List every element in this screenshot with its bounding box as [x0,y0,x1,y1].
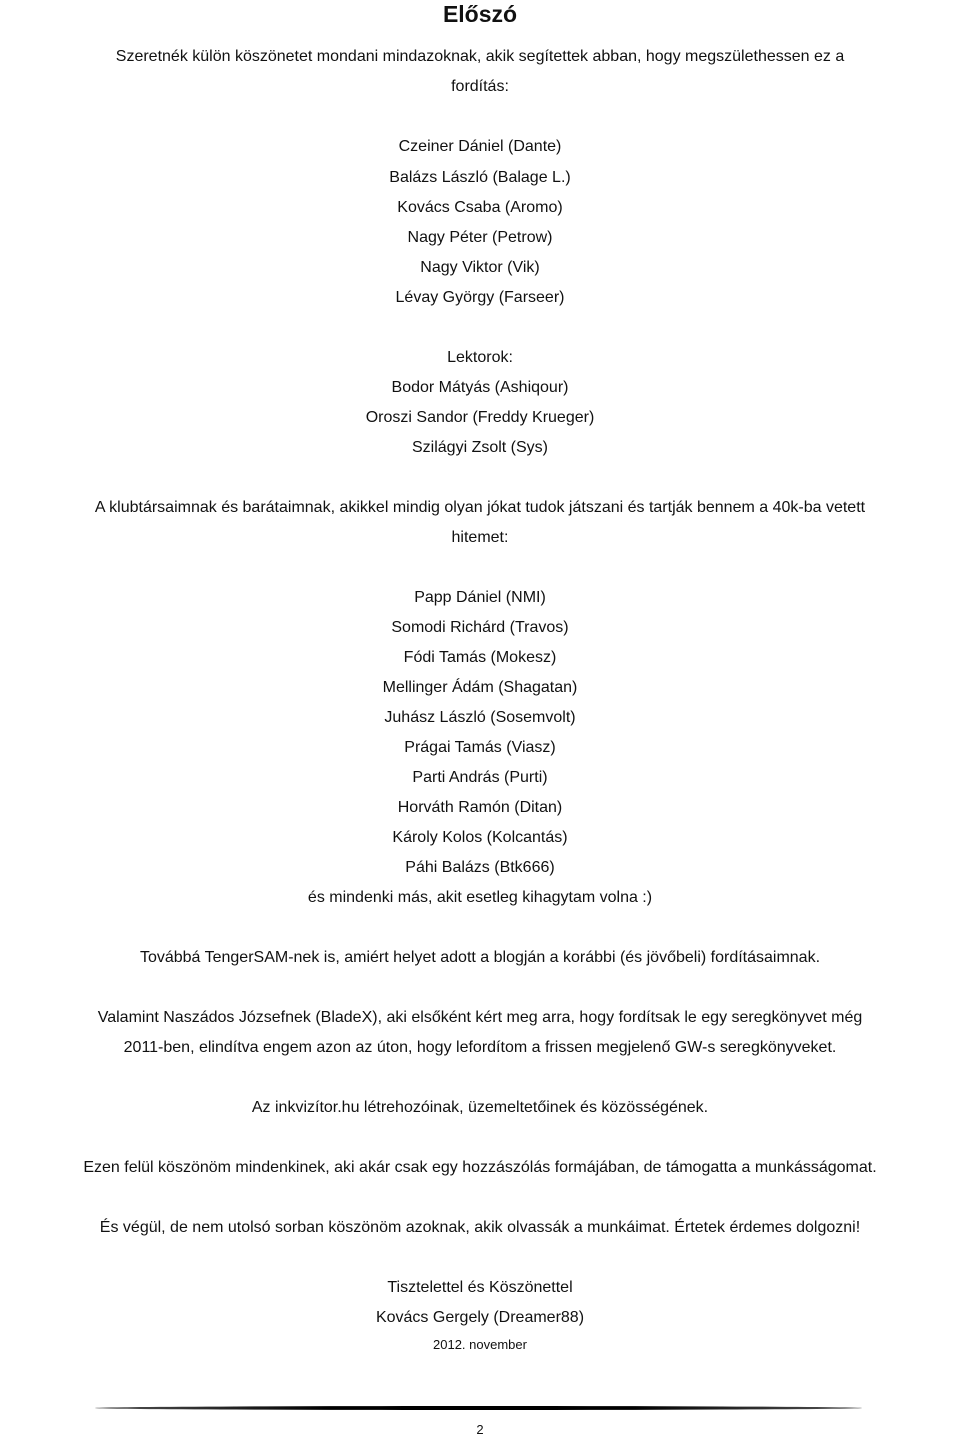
page-title: Előszó [442,1,518,27]
date: 2012. november [433,1337,527,1352]
translator: Balázs László (Balage L.) [389,169,571,186]
page-number: 2 [476,1422,484,1437]
club-member: Mellinger Ádám (Shagatan) [382,679,578,696]
club-intro-line: hitemet: [451,529,509,546]
translator: Nagy Viktor (Vik) [420,259,540,276]
translator: Lévay György (Farseer) [395,289,565,306]
club-member: és mindenki más, akit esetleg kihagytam volna :) [307,889,653,906]
reviewer: Szilágyi Zsolt (Sys) [411,439,549,456]
bladex-paragraph-line: Valamint Naszádos Józsefnek (BladeX), aki elsőként kért meg arra, hogy fordítsak le egy seregkönyvet még [97,1009,863,1026]
club-member: Papp Dániel (NMI) [414,589,546,606]
footer-divider [95,1406,862,1410]
club-member: Károly Kolos (Kolcantás) [392,829,568,846]
translator: Nagy Péter (Petrow) [407,229,553,246]
club-member: Páhi Balázs (Btk666) [405,859,555,876]
signoff: Tisztelettel és Köszönettel [387,1279,573,1296]
reviewer: Bodor Mátyás (Ashiqour) [391,379,569,396]
tengersam-paragraph: Továbbá TengerSAM-nek is, amiért helyet adott a blogján a korábbi (és jövőbeli) fordításaimnak. [139,949,821,966]
reviewers-label: Lektorok: [447,349,513,366]
inkvizitor-paragraph: Az inkvizítor.hu létrehozóinak, üzemeltetőinek és közösségének. [251,1099,709,1116]
club-member: Parti András (Purti) [412,769,548,786]
translator: Kovács Csaba (Aromo) [397,199,563,216]
translator: Czeiner Dániel (Dante) [398,138,562,155]
club-intro-line: A klubtársaimnak és barátaimnak, akikkel mindig olyan jókat tudok játszani és tartják bennem a 40k-ba vetett [94,499,866,516]
author: Kovács Gergely (Dreamer88) [375,1309,585,1326]
club-member: Juhász László (Sosemvolt) [384,709,576,726]
reviewer: Oroszi Sandor (Freddy Krueger) [365,409,595,426]
club-member: Fódi Tamás (Mokesz) [403,649,557,666]
bladex-paragraph-line: 2011-ben, elindítva engem azon az úton, hogy lefordítom a frissen megjelenő GW-s seregkönyveket. [123,1039,837,1056]
club-member: Somodi Richárd (Travos) [391,619,569,636]
club-member: Horváth Ramón (Ditan) [397,799,563,816]
everyone-paragraph: Ezen felül köszönöm mindenkinek, aki akár csak egy hozzászólás formájában, de támogatta a munkásságomat. [83,1159,877,1176]
club-member: Prágai Tamás (Viasz) [404,739,556,756]
intro-line: Szeretnék külön köszönetet mondani mindazoknak, akik segítettek abban, hogy megszülethessen ez a [115,48,845,65]
intro-line: fordítás: [451,78,509,95]
readers-paragraph: És végül, de nem utolsó sorban köszönöm azoknak, akik olvassák a munkáimat. Értetek érdemes dolgozni! [99,1219,861,1236]
